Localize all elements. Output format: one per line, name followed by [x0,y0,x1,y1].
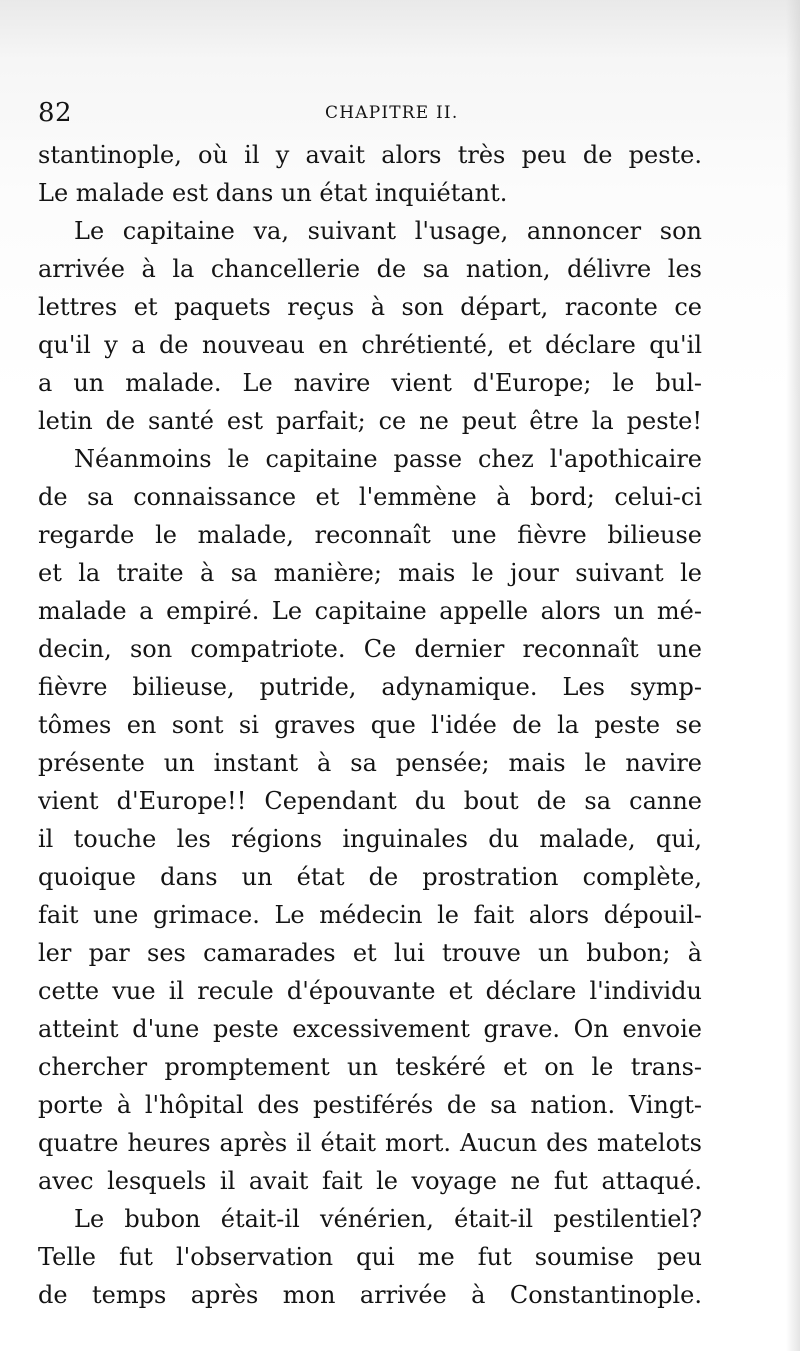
text-line: qu'il y a de nouveau en chrétienté, et déclare qu'il [38,331,702,359]
text-line: tômes en sont si graves que l'idée de la peste se [38,711,702,739]
page-edge-shadow [786,0,800,1351]
text-line: présente un instant à sa pensée; mais le navire [38,749,702,777]
text-line: decin, son compatriote. Ce dernier reconnaît une [38,635,702,663]
paragraph-start-line: Le bubon était-il vénérien, était-il pestilentiel? [74,1205,702,1233]
text-line: stantinople, où il y avait alors très peu de peste. [38,141,702,169]
text-line: de temps après mon arrivée à Constantinople. [38,1281,702,1309]
text-line: lettres et paquets reçus à son départ, raconte ce [38,293,702,321]
chapter-title: CHAPITRE II. [325,103,459,123]
body-text [38,136,702,1314]
text-line: il touche les régions inguinales du malade, qui, [38,825,702,853]
text-line: atteint d'une peste excessivement grave. On envoie [38,1015,702,1043]
text-line: fièvre bilieuse, putride, adynamique. Les symp- [38,673,702,701]
text-line: arrivée à la chancellerie de sa nation, délivre les [38,255,702,283]
text-line: chercher promptement un teskéré et on le trans- [38,1053,702,1081]
text-line: a un malade. Le navire vient d'Europe; le bul- [38,369,702,397]
text-line: de sa connaissance et l'emmène à bord; celui-ci [38,483,702,511]
text-line: malade a empiré. Le capitaine appelle alors un mé- [38,597,702,625]
page-number: 82 [38,98,73,128]
text-line: porte à l'hôpital des pestiférés de sa nation. Vingt- [38,1091,702,1119]
text-line: avec lesquels il avait fait le voyage ne fut attaqué. [38,1167,702,1195]
text-line: cette vue il recule d'épouvante et déclare l'individu [38,977,702,1005]
text-line: quatre heures après il était mort. Aucun des matelots [38,1129,702,1157]
text-line: regarde le malade, reconnaît une fièvre bilieuse [38,521,702,549]
paragraph-start-line: Le capitaine va, suivant l'usage, annoncer son [74,217,702,245]
text-line: ler par ses camarades et lui trouve un bubon; à [38,939,702,967]
text-line: Le malade est dans un état inquiétant. [38,179,508,207]
text-line: vient d'Europe!! Cependant du bout de sa canne [38,787,702,815]
text-line: quoique dans un état de prostration complète, [38,863,702,891]
text-line: et la traite à sa manière; mais le jour suivant le [38,559,702,587]
paragraph-start-line: Néanmoins le capitaine passe chez l'apothicaire [74,445,702,473]
running-head [38,96,702,130]
text-line: letin de santé est parfait; ce ne peut être la peste! [38,407,702,435]
text-line: Telle fut l'observation qui me fut soumise peu [38,1243,702,1271]
text-line: fait une grimace. Le médecin le fait alors dépouil- [38,901,702,929]
